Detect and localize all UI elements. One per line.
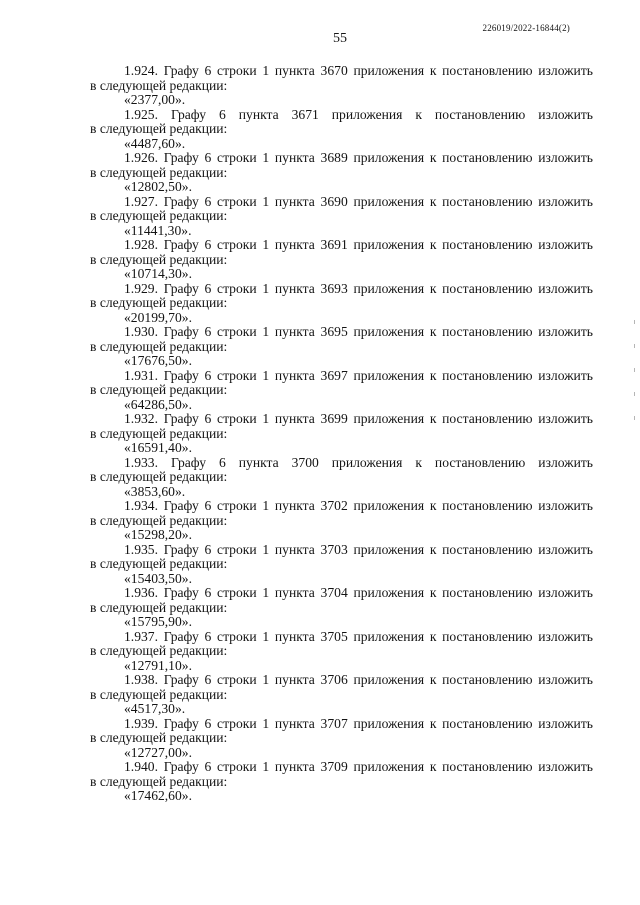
instruction-word: 1	[262, 759, 270, 774]
instruction-word: 6	[204, 237, 212, 252]
amendment-continuation-line: в следующей редакции:	[90, 643, 228, 658]
instruction-word: Графу	[163, 498, 199, 513]
page-number: 55	[333, 31, 347, 46]
instruction-word: 6	[204, 759, 212, 774]
instruction-word: пункта	[274, 715, 315, 731]
amendment-continuation-line: в следующей редакции:	[90, 686, 228, 702]
instruction-word: постановлению	[442, 237, 533, 252]
instruction-word: пункта	[274, 367, 315, 383]
amendment-value: «2377,00».	[124, 92, 186, 107]
amendment-item	[90, 282, 593, 326]
amendment-value: «64286,50».	[124, 396, 192, 412]
instruction-word: 6	[204, 411, 212, 426]
instruction-word: пункта	[274, 759, 315, 774]
instruction-word: 3689	[320, 150, 348, 165]
instruction-word: 6	[204, 63, 212, 78]
instruction-word: Графу	[163, 628, 199, 644]
instruction-word: 6	[204, 367, 212, 383]
instruction-word: 3695	[320, 324, 348, 339]
amendment-instruction-line	[90, 717, 593, 732]
instruction-word: постановлению	[442, 585, 533, 600]
instruction-word: строки	[217, 672, 257, 687]
instruction-word: Графу	[163, 672, 199, 687]
instruction-word: 6	[219, 106, 226, 122]
amendment-item	[90, 412, 593, 456]
amendment-item	[90, 499, 593, 543]
instruction-word: к	[429, 672, 437, 687]
instruction-word: 3709	[320, 759, 348, 774]
amendment-instruction-line	[90, 456, 593, 471]
instruction-word: к	[429, 237, 437, 252]
item-number: 1.940.	[124, 759, 158, 774]
instruction-word: постановлению	[442, 715, 533, 731]
instruction-word: изложить	[538, 106, 593, 122]
instruction-word: постановлению	[442, 150, 533, 165]
amendment-instruction-line	[90, 586, 593, 601]
instruction-word: изложить	[538, 628, 593, 644]
amendment-continuation-line: в следующей редакции:	[90, 512, 228, 528]
amendment-item	[90, 543, 593, 587]
amendment-item	[90, 64, 593, 108]
instruction-word: Графу	[170, 106, 207, 122]
amendment-instruction-line	[90, 238, 593, 253]
instruction-word: 6	[204, 193, 212, 209]
instruction-word: постановлению	[442, 498, 533, 513]
instruction-word: приложения	[353, 367, 425, 383]
instruction-word: изложить	[538, 193, 593, 209]
instruction-word: строки	[217, 237, 257, 252]
instruction-word: 3707	[320, 715, 348, 731]
item-number: 1.937.	[124, 628, 158, 644]
amendment-item	[90, 586, 593, 630]
document-body	[90, 64, 593, 804]
instruction-word: 1	[262, 367, 270, 383]
instruction-word: пункта	[274, 541, 315, 557]
amendment-instruction-line	[90, 195, 593, 210]
item-number: 1.938.	[124, 672, 158, 687]
instruction-word: 1	[262, 150, 270, 165]
instruction-word: Графу	[170, 454, 207, 470]
amendment-continuation-line: в следующей редакции:	[90, 338, 228, 354]
amendment-item	[90, 673, 593, 717]
instruction-word: строки	[217, 280, 257, 296]
instruction-word: строки	[217, 498, 257, 513]
amendment-continuation-line: в следующей редакции:	[90, 425, 228, 441]
instruction-word: изложить	[538, 541, 593, 557]
item-number: 1.935.	[124, 541, 158, 557]
amendment-continuation-line: в следующей редакции:	[90, 382, 228, 397]
instruction-word: приложения	[353, 411, 425, 426]
instruction-word: пункта	[274, 324, 315, 339]
instruction-word: приложения	[353, 237, 425, 252]
amendment-item	[90, 760, 593, 804]
instruction-word: строки	[217, 150, 257, 165]
instruction-word: приложения	[353, 324, 425, 339]
instruction-word: Графу	[163, 585, 199, 600]
instruction-word: изложить	[538, 585, 593, 600]
instruction-word: пункта	[274, 63, 315, 78]
amendment-instruction-line	[90, 543, 593, 558]
instruction-word: 6	[204, 585, 212, 600]
instruction-word: Графу	[163, 280, 199, 296]
instruction-word: 1	[262, 411, 270, 426]
amendment-value: «15298,20».	[124, 527, 192, 542]
amendment-instruction-line	[90, 282, 593, 297]
amendment-continuation-line: в следующей редакции:	[90, 730, 228, 745]
amendment-instruction-line	[90, 673, 593, 688]
instruction-word: к	[429, 411, 437, 426]
instruction-word: изложить	[538, 411, 593, 426]
instruction-word: пункта	[274, 150, 315, 165]
amendment-item	[90, 195, 593, 239]
amendment-item	[90, 325, 593, 369]
instruction-word: пункта	[238, 106, 279, 122]
instruction-word: строки	[217, 324, 257, 339]
amendment-value: «11441,30».	[124, 222, 192, 238]
instruction-word: 6	[204, 672, 212, 687]
instruction-word: к	[429, 280, 437, 296]
instruction-word: постановлению	[442, 324, 533, 339]
item-number: 1.929.	[124, 280, 158, 296]
amendment-item	[90, 717, 593, 761]
instruction-word: 3704	[320, 585, 348, 600]
instruction-word: изложить	[538, 367, 593, 383]
amendment-value: «10714,30».	[124, 266, 192, 281]
item-number: 1.934.	[124, 498, 158, 513]
amendment-instruction-line	[90, 760, 593, 775]
instruction-word: изложить	[538, 759, 593, 774]
instruction-word: постановлению	[442, 367, 533, 383]
instruction-word: 1	[262, 280, 270, 296]
amendment-value: «15403,50».	[124, 570, 192, 586]
document-code: 226019/2022-16844(2)	[482, 23, 570, 33]
instruction-word: к	[429, 324, 437, 339]
instruction-word: 6	[204, 280, 212, 296]
instruction-word: изложить	[538, 280, 593, 296]
instruction-word: пункта	[274, 280, 315, 296]
instruction-word: Графу	[163, 411, 199, 426]
instruction-word: строки	[217, 585, 257, 600]
instruction-word: 6	[204, 628, 212, 644]
instruction-word: пункта	[238, 454, 279, 470]
instruction-word: Графу	[163, 759, 199, 774]
instruction-word: изложить	[538, 150, 593, 165]
instruction-word: к	[415, 106, 422, 122]
instruction-word: постановлению	[442, 672, 533, 687]
instruction-word: изложить	[538, 324, 593, 339]
instruction-word: строки	[217, 367, 257, 383]
amendment-continuation-line: в следующей редакции:	[90, 556, 228, 571]
instruction-word: пункта	[274, 628, 315, 644]
amendment-instruction-line	[90, 412, 593, 427]
instruction-word: приложения	[353, 585, 425, 600]
instruction-word: Графу	[163, 324, 199, 339]
instruction-word: 6	[219, 454, 226, 470]
instruction-word: изложить	[538, 454, 593, 470]
instruction-word: 3691	[320, 237, 348, 252]
instruction-word: к	[429, 367, 437, 383]
amendment-instruction-line	[90, 64, 593, 79]
instruction-word: пункта	[274, 237, 315, 252]
item-number: 1.933.	[124, 454, 158, 470]
instruction-word: постановлению	[442, 193, 533, 209]
instruction-word: 1	[262, 193, 270, 209]
scan-margin-marks	[634, 320, 636, 430]
amendment-item	[90, 456, 593, 500]
instruction-word: 1	[262, 628, 270, 644]
amendment-item	[90, 108, 593, 152]
amendment-continuation-line: в следующей редакции:	[90, 469, 228, 484]
instruction-word: 1	[262, 324, 270, 339]
instruction-word: 3670	[320, 63, 348, 78]
instruction-word: постановлению	[442, 63, 533, 78]
instruction-word: строки	[217, 541, 257, 557]
item-number: 1.931.	[124, 367, 158, 383]
instruction-word: 6	[204, 541, 212, 557]
instruction-word: 3705	[320, 628, 348, 644]
instruction-word: изложить	[538, 498, 593, 513]
instruction-word: к	[429, 715, 437, 731]
amendment-continuation-line: в следующей редакции:	[90, 208, 228, 223]
amendment-continuation-line: в следующей редакции:	[90, 164, 228, 180]
instruction-word: изложить	[538, 672, 593, 687]
instruction-word: к	[429, 193, 437, 209]
instruction-word: к	[429, 628, 437, 644]
instruction-word: к	[429, 585, 437, 600]
amendment-continuation-line: в следующей редакции:	[90, 773, 228, 789]
amendment-value: «4517,30».	[124, 701, 186, 716]
instruction-word: 6	[204, 498, 212, 513]
amendment-value: «3853,60».	[124, 483, 186, 499]
instruction-word: пункта	[274, 498, 315, 513]
amendment-value: «17676,50».	[124, 353, 192, 368]
instruction-word: приложения	[353, 672, 425, 687]
amendment-value: «16591,40».	[124, 440, 192, 455]
instruction-word: 3690	[320, 193, 348, 209]
instruction-word: Графу	[163, 63, 199, 78]
instruction-word: постановлению	[442, 280, 533, 296]
instruction-word: 1	[262, 585, 270, 600]
amendment-item	[90, 238, 593, 282]
instruction-word: Графу	[163, 150, 199, 165]
instruction-word: пункта	[274, 411, 315, 426]
instruction-word: 3703	[320, 541, 348, 557]
instruction-word: приложения	[331, 454, 403, 470]
instruction-word: изложить	[538, 63, 593, 78]
instruction-word: 1	[262, 541, 270, 557]
instruction-word: изложить	[538, 715, 593, 731]
instruction-word: постановлению	[442, 411, 533, 426]
instruction-word: приложения	[353, 628, 425, 644]
item-number: 1.925.	[124, 106, 158, 122]
instruction-word: 6	[204, 715, 212, 731]
instruction-word: 1	[262, 498, 270, 513]
item-number: 1.924.	[124, 63, 158, 78]
amendment-value: «12791,10».	[124, 657, 192, 673]
instruction-word: приложения	[353, 193, 425, 209]
instruction-word: приложения	[353, 150, 425, 165]
instruction-word: изложить	[538, 237, 593, 252]
instruction-word: приложения	[353, 541, 425, 557]
amendment-value: «17462,60».	[124, 788, 192, 803]
amendment-continuation-line: в следующей редакции:	[90, 599, 228, 615]
item-number: 1.928.	[124, 237, 158, 252]
instruction-word: строки	[217, 63, 257, 78]
amendment-continuation-line: в следующей редакции:	[90, 121, 228, 136]
instruction-word: строки	[217, 759, 257, 774]
amendment-item	[90, 151, 593, 195]
amendment-value: «15795,90».	[124, 614, 192, 629]
instruction-word: Графу	[163, 367, 199, 383]
instruction-word: приложения	[353, 759, 425, 774]
instruction-word: 3699	[320, 411, 348, 426]
amendment-value: «12802,50».	[124, 179, 192, 194]
instruction-word: строки	[217, 193, 257, 209]
amendment-item	[90, 630, 593, 674]
amendment-continuation-line: в следующей редакции:	[90, 251, 228, 267]
amendment-value: «12727,00».	[124, 744, 192, 760]
amendment-instruction-line	[90, 369, 593, 384]
amendment-instruction-line	[90, 151, 593, 166]
instruction-word: Графу	[163, 715, 199, 731]
instruction-word: 1	[262, 715, 270, 731]
amendment-continuation-line: в следующей редакции:	[90, 295, 228, 310]
instruction-word: пункта	[274, 672, 315, 687]
instruction-word: Графу	[163, 237, 199, 252]
instruction-word: постановлению	[442, 759, 533, 774]
amendment-instruction-line	[90, 630, 593, 645]
instruction-word: 1	[262, 237, 270, 252]
instruction-word: к	[429, 541, 437, 557]
instruction-word: постановлению	[434, 454, 526, 470]
amendment-instruction-line	[90, 325, 593, 340]
instruction-word: 6	[204, 324, 212, 339]
item-number: 1.930.	[124, 324, 158, 339]
item-number: 1.932.	[124, 411, 158, 426]
instruction-word: 3702	[320, 498, 348, 513]
instruction-word: приложения	[353, 498, 425, 513]
amendment-value: «20199,70».	[124, 309, 192, 325]
instruction-word: 3706	[320, 672, 348, 687]
instruction-word: строки	[217, 715, 257, 731]
instruction-word: 1	[262, 672, 270, 687]
instruction-word: 3693	[320, 280, 348, 296]
instruction-word: к	[429, 759, 437, 774]
instruction-word: постановлению	[434, 106, 526, 122]
instruction-word: 6	[204, 150, 212, 165]
amendment-value: «4487,60».	[124, 135, 186, 151]
instruction-word: к	[429, 63, 437, 78]
instruction-word: приложения	[353, 715, 425, 731]
instruction-word: пункта	[274, 585, 315, 600]
item-number: 1.936.	[124, 585, 158, 600]
instruction-word: приложения	[331, 106, 403, 122]
instruction-word: к	[415, 454, 422, 470]
instruction-word: Графу	[163, 193, 199, 209]
item-number: 1.926.	[124, 150, 158, 165]
amendment-instruction-line	[90, 499, 593, 514]
instruction-word: 3700	[291, 454, 319, 470]
instruction-word: к	[429, 150, 437, 165]
instruction-word: строки	[217, 628, 257, 644]
instruction-word: пункта	[274, 193, 315, 209]
instruction-word: 3671	[291, 106, 319, 122]
instruction-word: к	[429, 498, 437, 513]
instruction-word: приложения	[353, 280, 425, 296]
item-number: 1.927.	[124, 193, 158, 209]
instruction-word: Графу	[163, 541, 199, 557]
instruction-word: 1	[262, 63, 270, 78]
amendment-instruction-line	[90, 108, 593, 123]
instruction-word: 3697	[320, 367, 348, 383]
instruction-word: приложения	[353, 63, 425, 78]
instruction-word: постановлению	[442, 541, 533, 557]
instruction-word: строки	[217, 411, 257, 426]
amendment-item	[90, 369, 593, 413]
amendment-continuation-line: в следующей редакции:	[90, 77, 228, 93]
instruction-word: постановлению	[442, 628, 533, 644]
item-number: 1.939.	[124, 715, 158, 731]
